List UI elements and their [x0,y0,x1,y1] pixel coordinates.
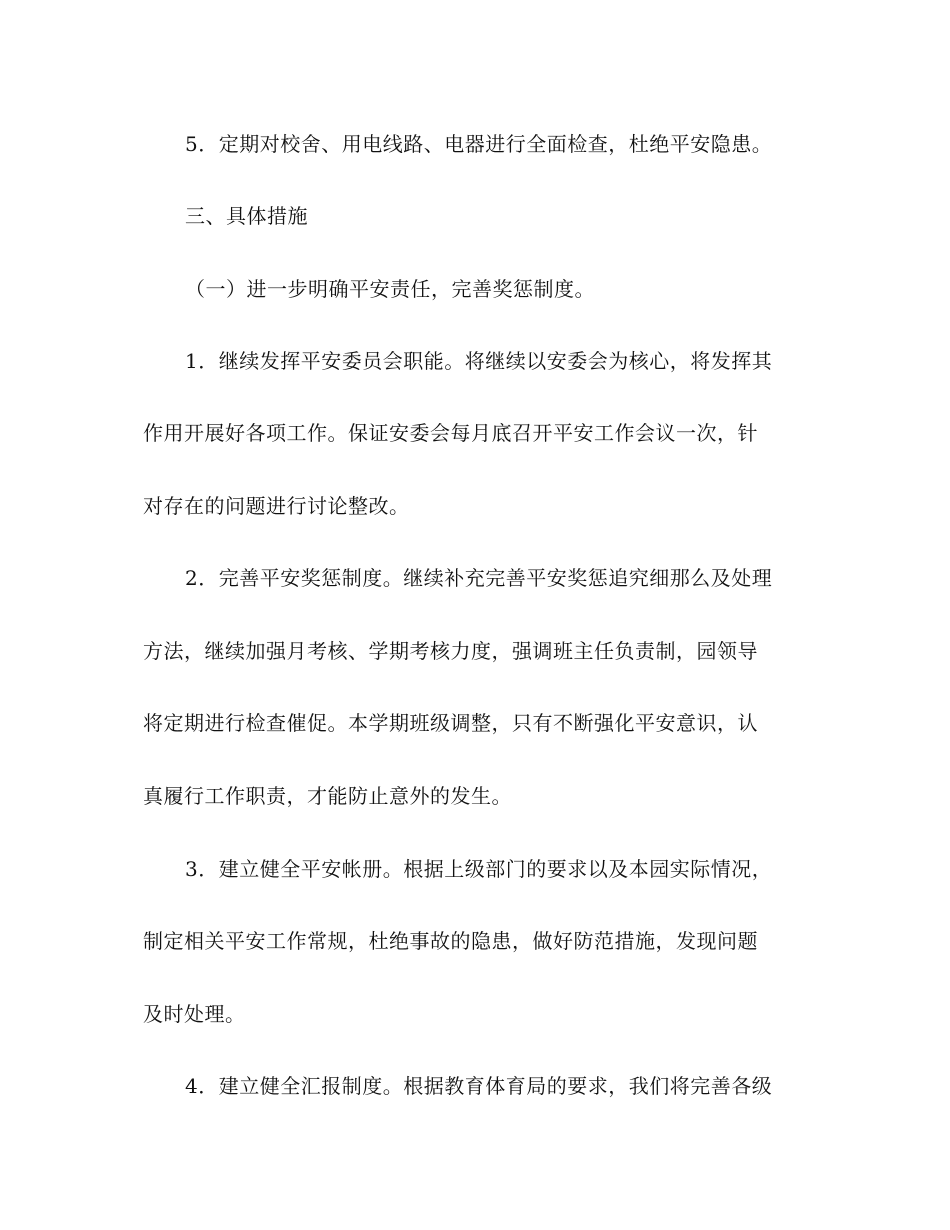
text-line-item-1-b: 作用开展好各项工作。保证安委会每月底召开平安工作会议一次，针 [143,421,758,445]
text-line-item-4-a: 4．建立健全汇报制度。根据教育体育局的要求，我们将完善各级 [185,1074,773,1098]
text-line-item-2-a: 2．完善平安奖惩制度。继续补充完善平安奖惩追究细那么及处理 [185,566,773,590]
text-line-item-2-b: 方法，继续加强月考核、学期考核力度，强调班主任负责制，园领导 [143,639,758,663]
text-line-item-1-a: 1．继续发挥平安委员会职能。将继续以安委会为核心，将发挥其 [185,349,773,373]
text-line-item-2-c: 将定期进行检查催促。本学期班级调整，只有不断强化平安意识，认 [143,711,758,735]
text-line-item-3-b: 制定相关平安工作常规，杜绝事故的隐患，做好防范措施，发现问题 [143,929,758,953]
text-line-item-1-c: 对存在的问题进行讨论整改。 [143,494,410,518]
section-heading-measures: 三、具体措施 [185,204,308,228]
text-line-item-5: 5．定期对校舍、用电线路、电器进行全面检查，杜绝平安隐患。 [185,132,773,156]
text-line-item-3-c: 及时处理。 [143,1002,246,1026]
text-line-item-3-a: 3．建立健全平安帐册。根据上级部门的要求以及本园实际情况， [185,857,773,881]
text-line-item-2-d: 真履行工作职责，才能防止意外的发生。 [143,784,512,808]
subsection-heading-1: （一）进一步明确平安责任，完善奖惩制度。 [185,277,595,301]
